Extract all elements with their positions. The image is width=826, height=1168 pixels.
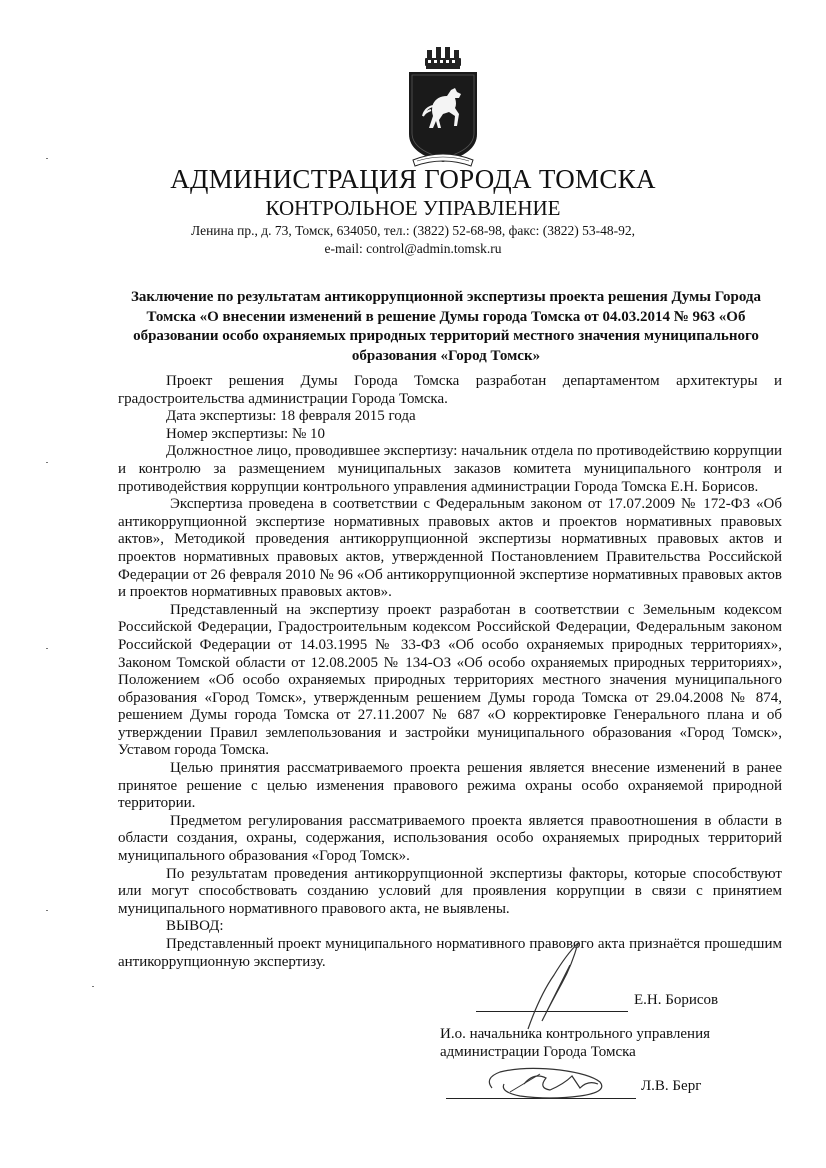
paragraph-subject: Предметом регулирования рассматриваемого проекта является правоотношения в области в области создания, охраны, содержания, использования особо охраняемых природных территорий муниципального образования «Город Томск».	[118, 812, 782, 865]
document-title: Заключение по результатам антикоррупционной экспертизы проекта решения Думы Города Томска «О внесении изменений в решение Думы города Томска от 04.03.2014 № 963 «Об образовании особо охраняемых природных территорий местного значения муниципального образования «Город Томск»	[131, 289, 761, 364]
paragraph-basis: Экспертиза проведена в соответствии с Федеральным законом от 17.07.2009 № 172-ФЗ «Об антикоррупционной экспертизе нормативных правовых актов и проектов нормативных правовых актов», Методикой проведения антикоррупционной экспертизы нормативных правовых актов и проектов нормативных правовых актов, утвержденной Постановлением Правительства Российской Федерации от 26 февраля 2010 № 96 «Об антикоррупционной экспертизе нормативных правовых актов и проектов нормативных правовых актов».	[118, 496, 782, 601]
expertise-date: Дата экспертизы: 18 февраля 2015 года	[166, 408, 416, 425]
head-signature	[480, 1062, 630, 1106]
expert-name: Е.Н. Борисов	[634, 992, 719, 1008]
paragraph-purpose: Целью принятия рассматриваемого проекта решения является внесение изменений в ранее принятое решение с целью изменения правового режима охраны особо охраняемой природной территории.	[118, 760, 782, 812]
scan-speck	[92, 986, 94, 987]
acting-head-line1: И.о. начальника контрольного управления	[440, 1026, 710, 1042]
contact-address	[0, 222, 826, 258]
expert-signature	[520, 935, 590, 1035]
scan-speck	[46, 648, 48, 649]
scan-speck	[46, 158, 48, 159]
paragraph-conclusion: Представленный проект муниципального нормативного правового акта признаётся прошедшим антикоррупционную экспертизу.	[118, 936, 782, 970]
scan-speck	[46, 910, 48, 911]
document-body	[118, 373, 782, 971]
coat-of-arms-icon	[403, 42, 483, 170]
organization-name: АДМИНИСТРАЦИЯ ГОРОДА ТОМСКА	[170, 164, 656, 194]
scan-speck	[46, 462, 48, 463]
email-line: e-mail: control@admin.tomsk.ru	[324, 241, 502, 256]
department-name: КОНТРОЛЬНОЕ УПРАВЛЕНИЕ	[265, 196, 561, 220]
head-name: Л.В. Берг	[641, 1078, 702, 1094]
paragraph-project: Проект решения Думы Города Томска разработан департаментом архитектуры и градостроительства администрации Города Томска.	[118, 373, 782, 407]
paragraph-results: По результатам проведения антикоррупционной экспертизы факторы, которые способствуют или могут способствовать созданию условий для проявления коррупции в связи с принятием муниципального нормативного правового акта, не выявлены.	[118, 865, 782, 917]
address-line: Ленина пр., д. 73, Томск, 634050, тел.: (3822) 52-68-98, факс: (3822) 53-48-92,	[191, 223, 635, 238]
acting-head-line2: администрации Города Томска	[440, 1044, 636, 1060]
expertise-number: Номер экспертизы: № 10	[166, 425, 326, 442]
paragraph-legal: Представленный на экспертизу проект разработан в соответствии с Земельным кодексом Российской Федерации, Градостроительным кодексом Российской Федерации, Федеральным законом Российской Федерации от 14.03.1995 № 33-ФЗ «Об особо охраняемых природных территориях», Законом Томской области от 12.08.2005 № 134-ОЗ «Об особо охраняемых природных территориях», Положением «Об особо охраняемых природных территориях местного значения муниципального образования «Город Томск», утвержденным решением Думы города Томска от 29.04.2008 № 874, решением Думы города Томска от 27.11.2007 № 687 «О корректировке Генерального плана и об утверждении Правил землепользования и застройки муниципального образования «Город Томск», Уставом города Томска.	[118, 601, 782, 759]
paragraph-official: Должностное лицо, проводившее экспертизу: начальник отдела по противодействию коррупции и контролю за размещением муниципальных заказов комитета муниципального контроля и противодействия коррупции контрольного управления администрации Города Томска Е.Н. Борисов.	[118, 443, 782, 495]
acting-head-title	[440, 1025, 710, 1061]
conclusion-label: ВЫВОД:	[166, 918, 224, 935]
